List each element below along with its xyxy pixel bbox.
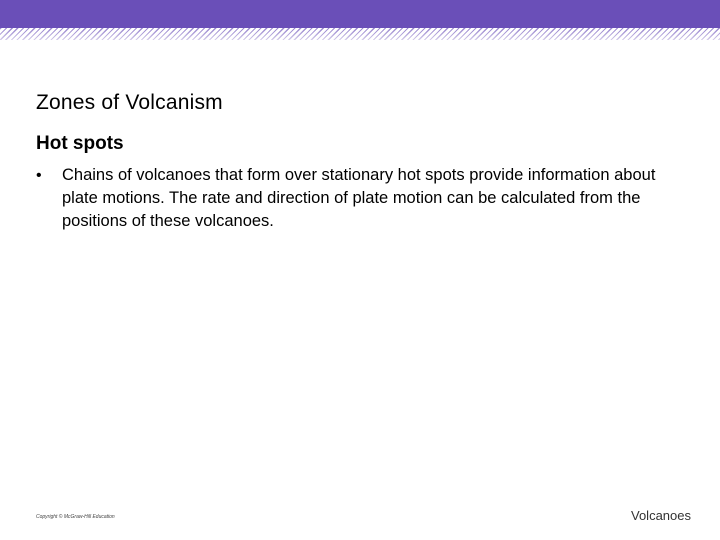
footer-topic-label: Volcanoes bbox=[631, 508, 691, 523]
bullet-list bbox=[36, 164, 676, 233]
bullet-text: Chains of volcanoes that form over stationary hot spots provide information about plate motions. The rate and direction of plate motion can be calculated from the positions of these volcanoes. bbox=[62, 166, 656, 230]
slide-subtitle: Hot spots bbox=[36, 133, 124, 154]
bullet-icon: • bbox=[36, 167, 42, 184]
bullet-item bbox=[36, 164, 676, 233]
copyright-notice: Copyright © McGraw-Hill Education bbox=[36, 514, 115, 520]
header-pattern-fade bbox=[0, 28, 720, 40]
slide-title: Zones of Volcanism bbox=[36, 91, 223, 114]
header-band bbox=[0, 0, 720, 28]
